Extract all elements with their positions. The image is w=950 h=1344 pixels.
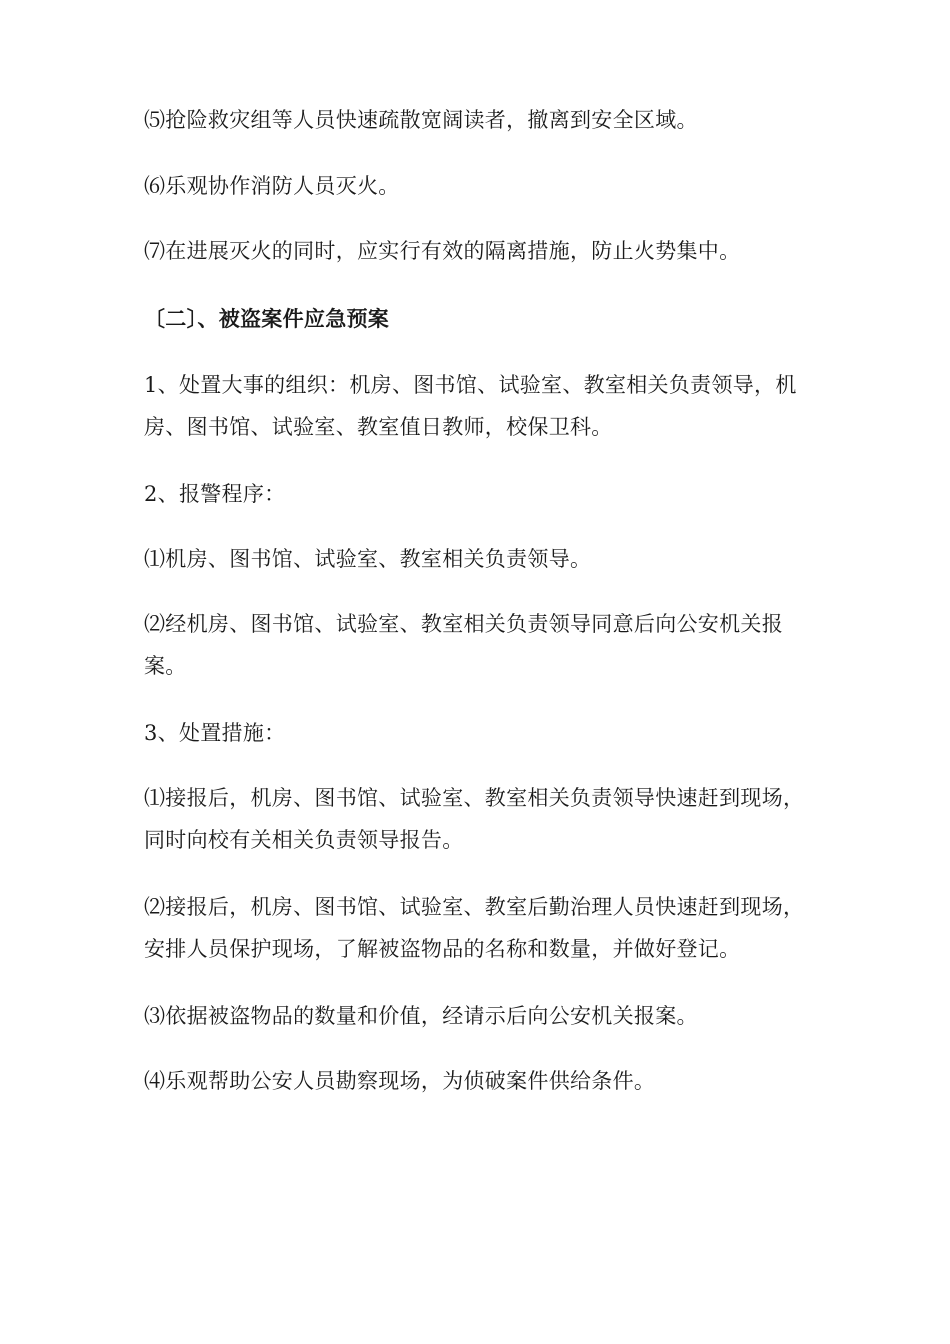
paragraph-organization: 1、处置大事的组织：机房、图书馆、试验室、教室相关负责领导，机房、图书馆、试验室、教室值日教师，校保卫科。 (144, 373, 797, 439)
paragraph-measure-3: ⑶依据被盗物品的数量和价值，经请示后向公安机关报案。 (144, 1004, 698, 1028)
paragraph-alarm-procedure: 2、报警程序： (144, 482, 286, 506)
paragraph-measure-2: ⑵接报后，机房、图书馆、试验室、教室后勤治理人员快速赶到现场，安排人员保护现场，了解被盗物品的名称和数量，并做好登记。 (144, 895, 805, 961)
paragraph-measure-1: ⑴接报后，机房、图书馆、试验室、教室相关负责领导快速赶到现场，同时向校有关相关负责领导报告。 (144, 786, 805, 852)
paragraph-assist-firefighters: ⑹乐观协作消防人员灭火。 (144, 174, 400, 198)
paragraph-handling-measures: 3、处置措施： (144, 721, 286, 745)
paragraph-isolation-measures: ⑺在进展灭火的同时，应实行有效的隔离措施，防止火势集中。 (144, 239, 741, 263)
paragraph-alarm-step-2: ⑵经机房、图书馆、试验室、教室相关负责领导同意后向公安机关报案。 (144, 612, 783, 678)
section-heading-theft-plan: 〔二〕、被盗案件应急预案 (144, 306, 390, 331)
paragraph-measure-4: ⑷乐观帮助公安人员勘察现场，为侦破案件供给条件。 (144, 1069, 656, 1093)
paragraph-alarm-step-1: ⑴机房、图书馆、试验室、教室相关负责领导。 (144, 547, 592, 571)
paragraph-evacuate-readers: ⑸抢险救灾组等人员快速疏散宽阔读者，撤离到安全区域。 (144, 108, 698, 132)
